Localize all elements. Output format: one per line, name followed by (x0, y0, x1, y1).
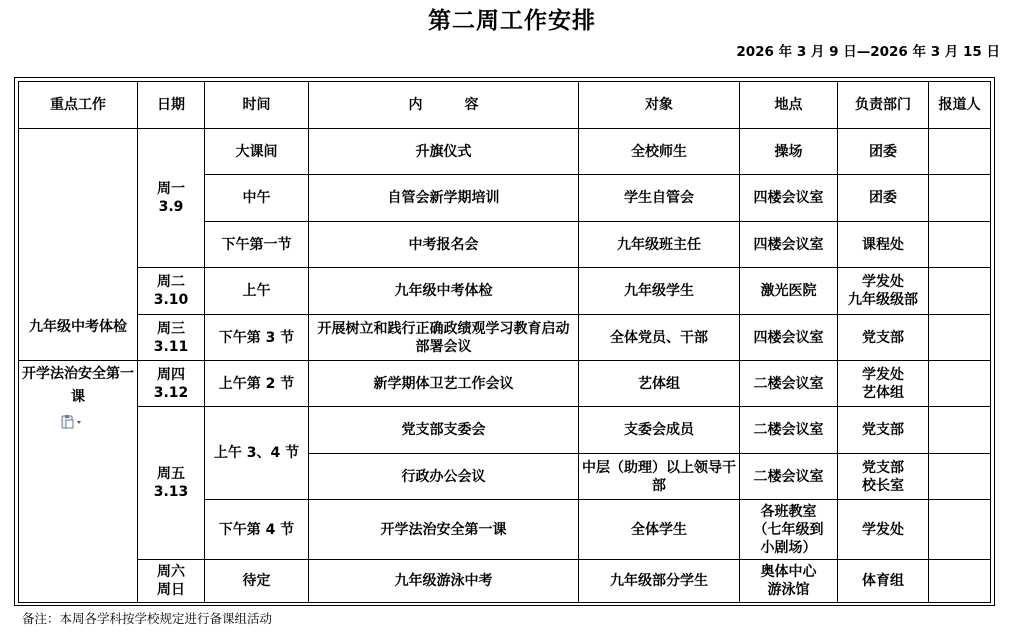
table-row (19, 315, 991, 361)
row-reporter[interactable] (929, 500, 991, 560)
row-content: 行政办公会议 (309, 454, 579, 500)
row-place: 四楼会议室 (740, 175, 838, 222)
row-reporter[interactable] (929, 560, 991, 603)
row-place: 四楼会议室 (740, 222, 838, 268)
header-content: 内 容 (309, 82, 579, 129)
table-row (19, 407, 991, 454)
header-reporter: 报道人 (929, 82, 991, 129)
row-content: 开展树立和践行正确政绩观学习教育启动部署会议 (309, 315, 579, 361)
row-place: 激光医院 (740, 268, 838, 315)
row-dept: 体育组 (838, 560, 929, 603)
table-header-row (19, 82, 991, 129)
row-time: 下午第 4 节 (205, 500, 309, 560)
row-target: 学生自管会 (579, 175, 740, 222)
table-row (19, 268, 991, 315)
row-target: 全体党员、干部 (579, 315, 740, 361)
header-place: 地点 (740, 82, 838, 129)
row-target: 支委会成员 (579, 407, 740, 454)
row-time: 中午 (205, 175, 309, 222)
row-content: 自管会新学期培训 (309, 175, 579, 222)
row-content: 开学法治安全第一课 (309, 500, 579, 560)
row-target: 九年级学生 (579, 268, 740, 315)
day-thu: 周四 3.12 (138, 361, 205, 407)
row-target: 中层（助理）以上领导干部 (579, 454, 740, 500)
day-wed: 周三 3.11 (138, 315, 205, 361)
row-time: 待定 (205, 560, 309, 603)
focus-cell-1 (19, 129, 138, 361)
row-reporter[interactable] (929, 361, 991, 407)
row-content: 九年级游泳中考 (309, 560, 579, 603)
page-title: 第二周工作安排 (428, 8, 596, 34)
row-content: 新学期体卫艺工作会议 (309, 361, 579, 407)
row-time: 下午第 3 节 (205, 315, 309, 361)
paste-options-icon[interactable] (61, 415, 83, 429)
row-reporter[interactable] (929, 129, 991, 175)
focus-item-2: 开学法治安全第一课 (22, 366, 134, 405)
row-time: 下午第一节 (205, 222, 309, 268)
schedule-table (18, 81, 991, 603)
row-dept: 团委 (838, 175, 929, 222)
day-fri: 周五 3.13 (138, 407, 205, 560)
row-time: 大课间 (205, 129, 309, 175)
row-dept: 课程处 (838, 222, 929, 268)
day-tue: 周二 3.10 (138, 268, 205, 315)
table-row (19, 129, 991, 175)
row-reporter[interactable] (929, 315, 991, 361)
row-dept: 学发处 艺体组 (838, 361, 929, 407)
focus-item-1: 九年级中考体检 (29, 319, 127, 335)
row-content: 升旗仪式 (309, 129, 579, 175)
row-reporter[interactable] (929, 222, 991, 268)
day-sat: 周六 周日 (138, 560, 205, 603)
row-dept: 党支部 (838, 315, 929, 361)
header-time: 时间 (205, 82, 309, 129)
row-place: 操场 (740, 129, 838, 175)
row-content: 中考报名会 (309, 222, 579, 268)
day-mon: 周一 3.9 (138, 129, 205, 268)
focus-cell-2 (19, 361, 138, 603)
date-range: 2026 年 3 月 9 日—2026 年 3 月 15 日 (736, 44, 1000, 60)
row-time: 上午 3、4 节 (205, 407, 309, 500)
row-dept: 党支部 (838, 407, 929, 454)
header-target: 对象 (579, 82, 740, 129)
row-reporter[interactable] (929, 407, 991, 454)
row-target: 九年级班主任 (579, 222, 740, 268)
row-place: 二楼会议室 (740, 454, 838, 500)
row-time: 上午第 2 节 (205, 361, 309, 407)
table-row (19, 361, 991, 407)
row-target: 艺体组 (579, 361, 740, 407)
row-reporter[interactable] (929, 268, 991, 315)
row-dept: 学发处 (838, 500, 929, 560)
row-time: 上午 (205, 268, 309, 315)
row-dept: 团委 (838, 129, 929, 175)
row-target: 九年级部分学生 (579, 560, 740, 603)
row-place: 各班教室 （七年级到 小剧场） (740, 500, 838, 560)
header-date: 日期 (138, 82, 205, 129)
row-reporter[interactable] (929, 175, 991, 222)
row-place: 二楼会议室 (740, 407, 838, 454)
row-place: 四楼会议室 (740, 315, 838, 361)
row-dept: 党支部 校长室 (838, 454, 929, 500)
row-content: 党支部支委会 (309, 407, 579, 454)
row-target: 全校师生 (579, 129, 740, 175)
footnote: 备注：本周各学科按学校规定进行备课组活动 (22, 611, 273, 626)
row-target: 全体学生 (579, 500, 740, 560)
table-row (19, 560, 991, 603)
row-place: 奥体中心 游泳馆 (740, 560, 838, 603)
row-place: 二楼会议室 (740, 361, 838, 407)
row-reporter[interactable] (929, 454, 991, 500)
header-dept: 负责部门 (838, 82, 929, 129)
row-dept: 学发处 九年级级部 (838, 268, 929, 315)
header-focus: 重点工作 (19, 82, 138, 129)
row-content: 九年级中考体检 (309, 268, 579, 315)
